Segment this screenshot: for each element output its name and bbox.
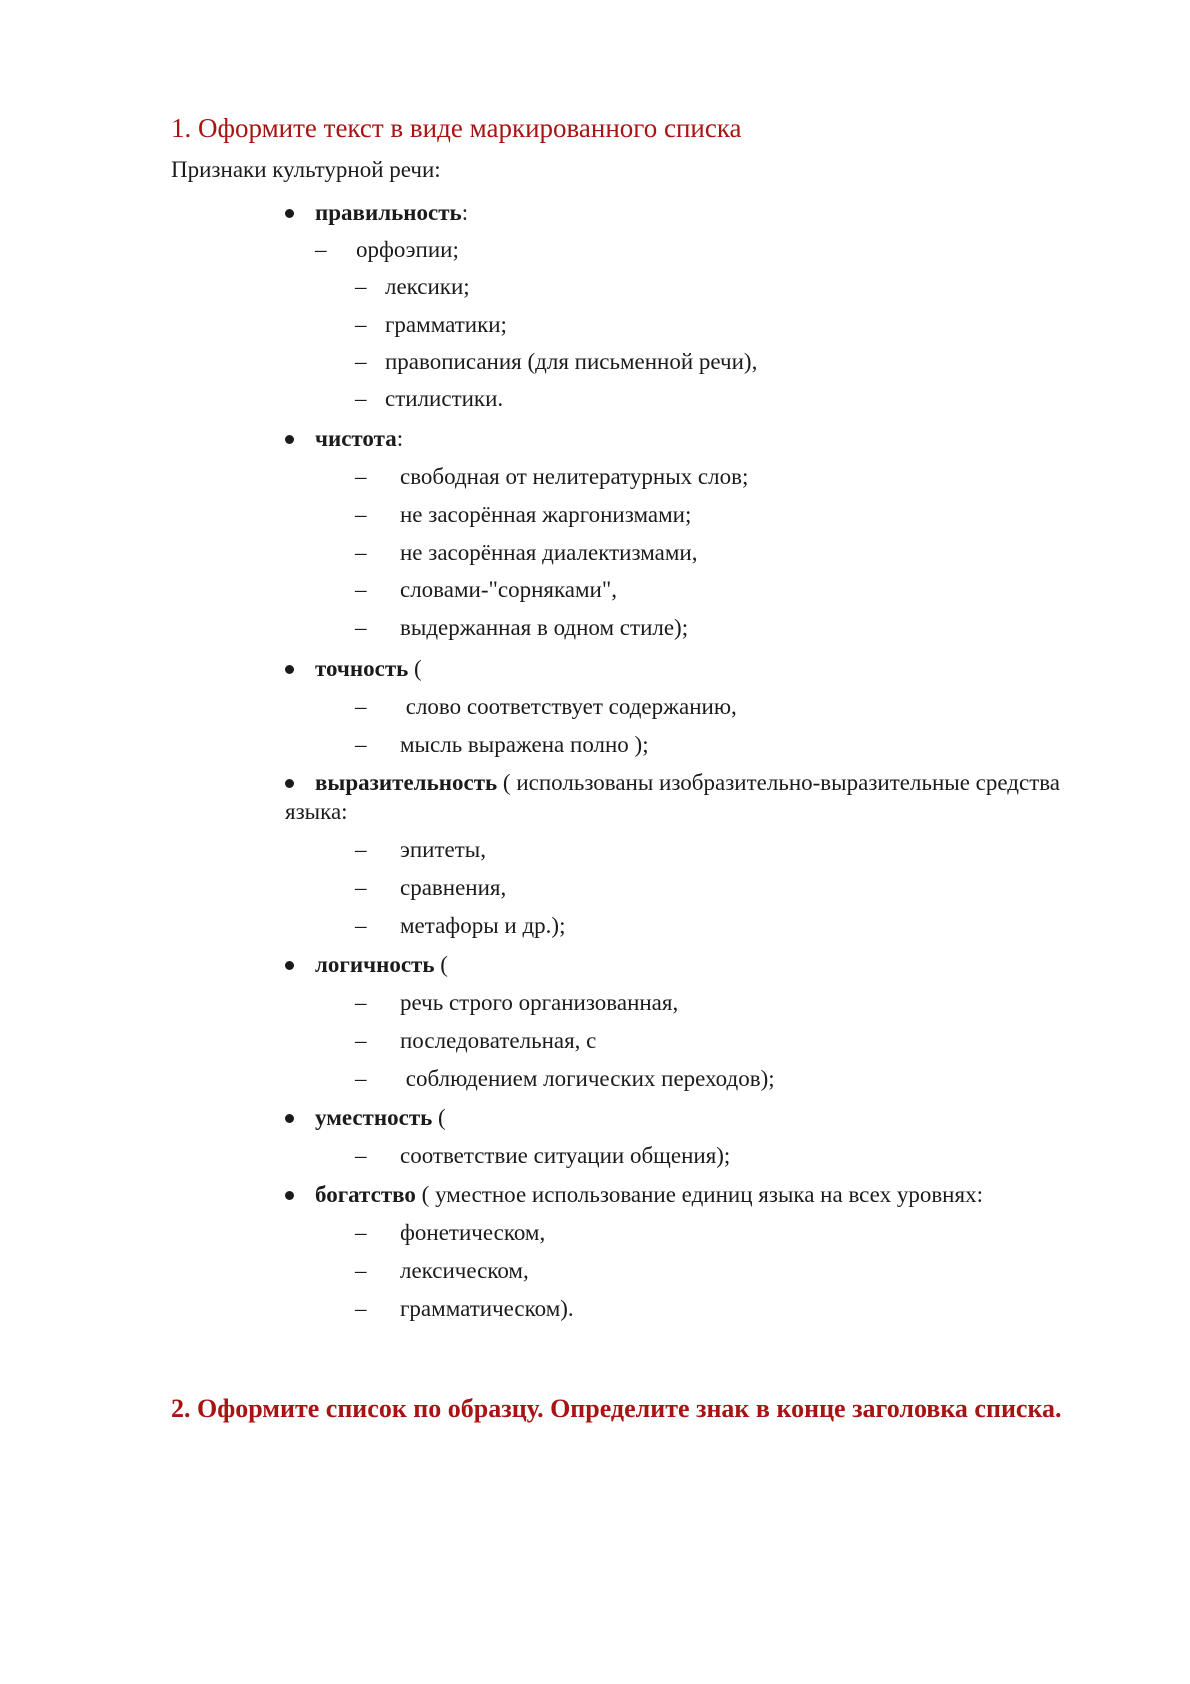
dash-marker: –: [315, 237, 327, 262]
list-item: соблюдением логических переходов);: [400, 1066, 775, 1091]
dash-marker: –: [355, 913, 367, 938]
feature-term: уместность: [315, 1105, 433, 1130]
feature-rest: ( уместное использование единиц языка на всех уровнях:: [415, 1182, 983, 1207]
feature-term: богатство: [315, 1182, 416, 1207]
dash-marker: –: [355, 1296, 367, 1321]
bullet-icon: [285, 665, 294, 674]
intro-text: Признаки культурной речи:: [171, 157, 441, 182]
list-item: стилистики.: [385, 386, 504, 411]
feature-heading-continuation: языка:: [285, 799, 348, 824]
task-1-title: 1. Оформите текст в виде маркированного списка: [171, 113, 742, 143]
feature-heading: [315, 654, 422, 684]
dash-marker: –: [355, 694, 367, 719]
list-item: лексики;: [385, 274, 470, 299]
bullet-icon: [285, 435, 294, 444]
list-item: речь строго организованная,: [400, 990, 679, 1015]
dash-marker: –: [355, 1028, 367, 1053]
dash-marker: –: [355, 312, 367, 337]
list-item: слово соответствует содержанию,: [400, 694, 737, 719]
dash-marker: –: [355, 349, 367, 374]
feature-rest: (: [434, 952, 448, 977]
feature-rest: :: [396, 426, 404, 451]
feature-rest: (: [408, 656, 422, 681]
bullet-icon: [285, 1191, 294, 1200]
feature-heading: [315, 950, 448, 980]
dash-marker: –: [355, 615, 367, 640]
list-item: словами-"сорняками",: [400, 577, 617, 602]
list-item: свободная от нелитературных слов;: [400, 464, 749, 489]
dash-marker: –: [355, 274, 367, 299]
list-item: выдержанная в одном стиле);: [400, 615, 689, 640]
feature-term: чистота: [315, 426, 397, 451]
feature-rest: (: [432, 1105, 446, 1130]
dash-marker: –: [355, 1066, 367, 1091]
feature-heading: [315, 1180, 983, 1210]
dash-marker: –: [355, 1258, 367, 1283]
feature-heading: [315, 768, 1060, 798]
task-2-title: 2. Оформите список по образцу. Определите знак в конце заголовка списка.: [171, 1394, 1062, 1423]
list-item: грамматики;: [385, 312, 507, 337]
feature-term: логичность: [315, 952, 435, 977]
list-item: не засорённая диалектизмами,: [400, 540, 698, 565]
dash-marker: –: [355, 540, 367, 565]
list-item: грамматическом).: [400, 1296, 574, 1321]
dash-marker: –: [355, 464, 367, 489]
dash-marker: –: [355, 1220, 367, 1245]
bullet-icon: [285, 1114, 294, 1123]
feature-heading: [315, 424, 403, 454]
list-item: мысль выражена полно );: [400, 732, 649, 757]
bullet-icon: [285, 779, 294, 788]
dash-marker: –: [355, 386, 367, 411]
feature-heading: [315, 1103, 446, 1133]
feature-rest: :: [461, 200, 469, 225]
bullet-icon: [285, 961, 294, 970]
list-item: соответствие ситуации общения);: [400, 1143, 731, 1168]
list-item: лексическом,: [400, 1258, 529, 1283]
feature-rest: ( использованы изобразительно-выразительные средства: [497, 770, 1061, 795]
feature-term: выразительность: [315, 770, 498, 795]
bullet-icon: [285, 209, 294, 218]
list-item: фонетическом,: [400, 1220, 546, 1245]
list-item: не засорённая жаргонизмами;: [400, 502, 692, 527]
feature-term: точность: [315, 656, 409, 681]
list-item: сравнения,: [400, 875, 507, 900]
dash-marker: –: [355, 577, 367, 602]
list-item: эпитеты,: [400, 837, 487, 862]
list-item: последовательная, с: [400, 1028, 597, 1053]
dash-marker: –: [355, 875, 367, 900]
dash-marker: –: [355, 1143, 367, 1168]
dash-marker: –: [355, 502, 367, 527]
feature-term: правильность: [315, 200, 462, 225]
list-item: метафоры и др.);: [400, 913, 566, 938]
dash-marker: –: [355, 732, 367, 757]
dash-marker: –: [355, 837, 367, 862]
list-item: правописания (для письменной речи),: [385, 349, 758, 374]
list-item: орфоэпии;: [356, 237, 459, 262]
dash-marker: –: [355, 990, 367, 1015]
feature-heading: [315, 198, 468, 228]
